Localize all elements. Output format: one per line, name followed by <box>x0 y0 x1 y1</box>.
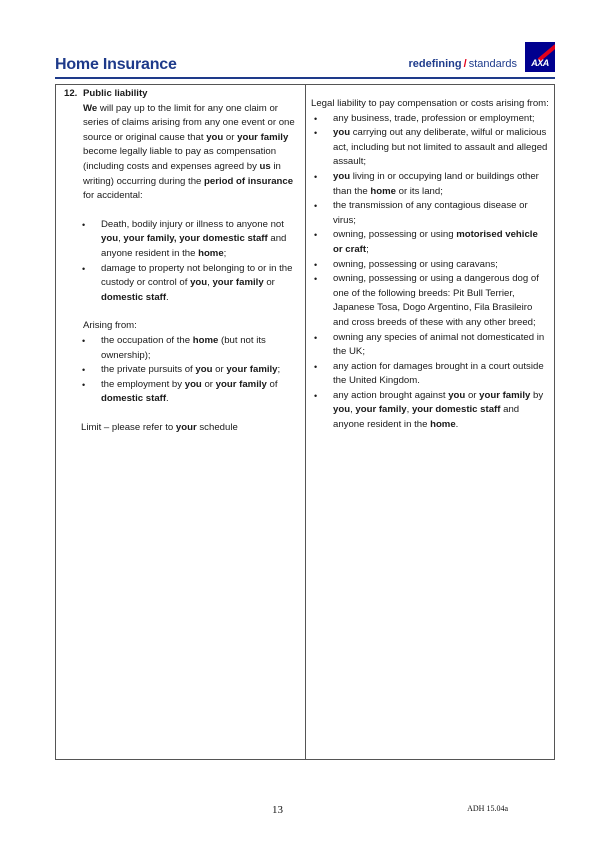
text-run: and anyone resident in the <box>101 233 287 259</box>
text-run: Death, bodily injury or illness to anyone not <box>101 218 284 230</box>
text-run: for accidental: <box>83 190 143 202</box>
tagline-slash: / <box>463 58 467 70</box>
cover-table <box>55 84 555 760</box>
emphasis-term: you <box>333 404 351 416</box>
text-run: , <box>406 404 412 416</box>
brand-tagline <box>408 58 517 70</box>
emphasis-term: you <box>448 389 466 401</box>
emphasis-term: home <box>370 185 396 197</box>
text-run: owning any species of animal not domesticated in the UK; <box>333 331 545 358</box>
text-run: owning, possessing or using caravans; <box>333 258 498 270</box>
emphasis-term: domestic staff <box>101 393 167 405</box>
header-rule <box>55 77 555 79</box>
section-title: Public liability <box>83 88 148 99</box>
text-run: . <box>166 393 169 405</box>
document-reference: ADH 15.04a <box>467 804 508 813</box>
list-item <box>311 199 549 228</box>
tagline-redefining: redefining <box>408 58 462 70</box>
text-run: ; <box>277 364 281 376</box>
list-item <box>79 262 304 306</box>
text-run: of <box>266 378 278 390</box>
emphasis-term: you <box>190 277 208 289</box>
list-item <box>79 378 304 407</box>
cover-column <box>56 85 304 435</box>
emphasis-term: domestic staff <box>101 291 167 303</box>
emphasis-term: you <box>184 378 202 390</box>
emphasis-term: us <box>259 160 271 172</box>
page-number: 13 <box>272 804 283 816</box>
column-divider <box>305 85 306 759</box>
emphasis-term: home <box>198 247 224 259</box>
emphasis-term: your domestic staff <box>411 404 501 416</box>
text-run: any action brought against <box>333 389 449 401</box>
emphasis-term: your family <box>215 378 267 390</box>
text-run: or <box>212 364 227 376</box>
exclusions-list <box>311 112 549 433</box>
accidental-list <box>79 218 304 306</box>
list-item <box>79 363 304 378</box>
list-item <box>311 360 549 389</box>
text-run: or <box>263 277 275 289</box>
arising-label: Arising from: <box>83 320 137 332</box>
text-run: owning, possessing or using <box>333 229 457 241</box>
text-run: owning, possessing or using a dangerous dog of one of the following breeds: Pit Bull Terrier, Japanese Tosa, Dogo Argentino, Fila Brasileiro and cross breeds of these with any other breed; <box>333 273 539 328</box>
text-run: (but not its ownership); <box>101 334 266 361</box>
list-item <box>79 334 304 363</box>
text-run: the employment by <box>101 378 185 390</box>
text-run: the private pursuits of <box>101 364 196 376</box>
text-run: or <box>465 389 480 401</box>
limit-note <box>81 421 304 436</box>
list-item <box>311 112 549 127</box>
section-heading <box>64 87 304 102</box>
text-run: ; <box>366 243 369 255</box>
emphasis-term: you <box>195 364 213 376</box>
list-item <box>311 126 549 170</box>
exclusions-intro: Legal liability to pay compensation or costs arising from: <box>311 98 549 109</box>
list-item <box>79 218 304 262</box>
text-run: the occupation of the <box>101 334 193 346</box>
page-header <box>55 40 555 80</box>
axa-logo-icon <box>525 42 555 72</box>
emphasis-term: home <box>430 419 456 431</box>
emphasis-term: your family, your domestic staff <box>123 233 268 245</box>
text-run: , <box>350 404 356 416</box>
section-intro <box>83 102 304 204</box>
emphasis-term: your <box>175 421 197 433</box>
text-run: living in or occupying land or buildings other than the <box>333 170 539 197</box>
emphasis-term: motorised vehicle or craft <box>333 229 538 255</box>
text-run: , <box>207 277 213 289</box>
text-run: or <box>201 378 216 390</box>
text-run: ; <box>223 247 227 259</box>
text-run: or its land; <box>395 185 443 197</box>
text-run: . <box>166 291 169 303</box>
text-run: any action for damages brought in a court outside the United Kingdom. <box>333 360 544 387</box>
text-run: Limit – please refer to <box>81 421 176 433</box>
emphasis-term: period of insurance <box>204 175 294 187</box>
list-item <box>311 258 549 273</box>
emphasis-term: We <box>83 102 98 114</box>
text-run: , <box>118 233 124 245</box>
document-title: Home Insurance <box>55 56 177 73</box>
emphasis-term: you <box>333 127 351 139</box>
logo-text: AXA <box>531 58 549 68</box>
emphasis-term: your family <box>479 389 531 401</box>
text-run: carrying out any deliberate, wilful or malicious act, including but not limited to assault and alleged assault; <box>333 127 548 168</box>
list-item <box>311 272 549 330</box>
text-run: any business, trade, profession or employment; <box>333 112 535 124</box>
emphasis-term: you <box>333 170 351 182</box>
emphasis-term: you <box>101 233 119 245</box>
list-item <box>311 331 549 360</box>
exclusions-column <box>311 97 549 433</box>
emphasis-term: you <box>206 131 224 143</box>
emphasis-term: your family <box>355 404 407 416</box>
list-item <box>311 170 549 199</box>
emphasis-term: your family <box>226 364 278 376</box>
section-number: 12. <box>64 88 78 99</box>
text-run: by <box>530 389 544 401</box>
text-run: or <box>223 131 238 143</box>
emphasis-term: your family <box>212 277 264 289</box>
text-run: in writing) occurring during the <box>83 160 281 187</box>
arising-list <box>79 334 304 407</box>
text-run: will pay up to the limit for any one claim or series of claims arising from any one event or one source or original cause that <box>83 102 295 143</box>
list-item <box>311 389 549 433</box>
text-run: schedule <box>196 421 238 433</box>
text-run: become legally liable to pay as compensation (including costs and expenses agreed by <box>83 146 277 172</box>
list-item <box>311 228 549 257</box>
text-run: . <box>455 419 459 431</box>
emphasis-term: home <box>192 334 219 346</box>
text-run: and anyone resident in the <box>333 404 520 431</box>
text-run: damage to property not belonging to or in the custody or control of <box>101 262 293 289</box>
emphasis-term: your family <box>237 131 289 143</box>
tagline-standards: standards <box>468 58 517 70</box>
text-run: the transmission of any contagious disease or virus; <box>333 200 528 226</box>
